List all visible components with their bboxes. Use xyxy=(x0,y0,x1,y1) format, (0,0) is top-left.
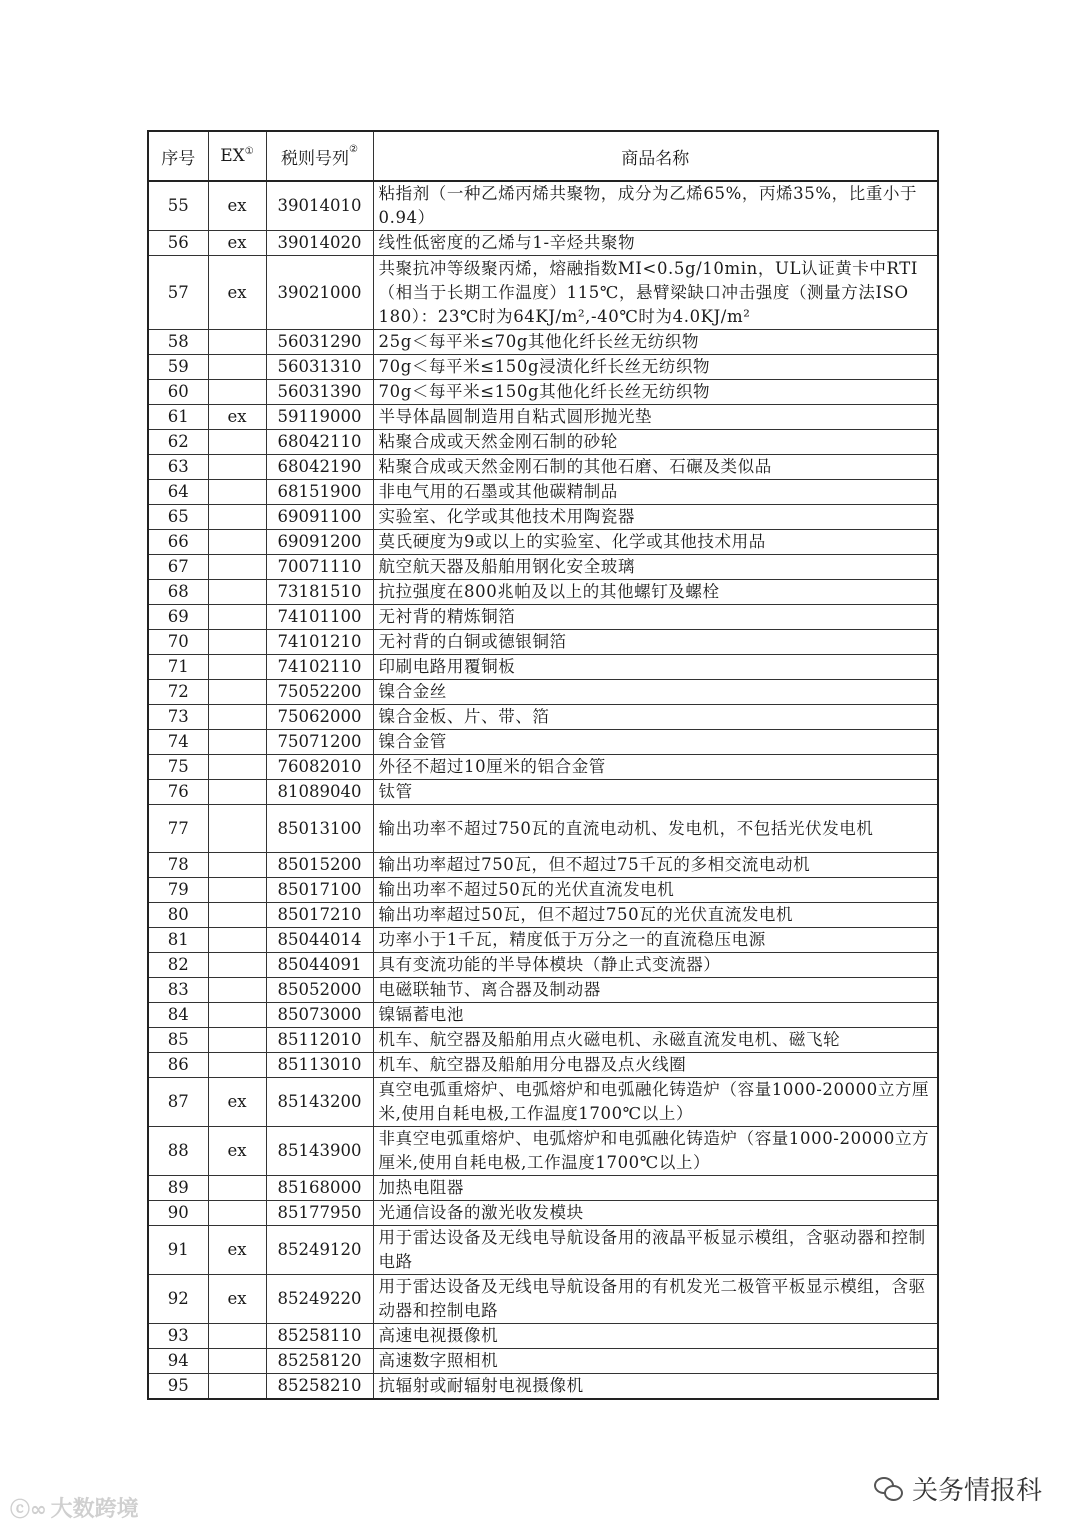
row-name: 机车、航空器及船舶用分电器及点火线圈 xyxy=(373,1053,938,1078)
row-ex xyxy=(208,655,266,680)
row-name: 高速数字照相机 xyxy=(373,1349,938,1374)
table-row xyxy=(148,1374,938,1400)
table-row xyxy=(148,1275,938,1324)
row-code: 85249220 xyxy=(266,1275,373,1324)
table-row xyxy=(148,1028,938,1053)
row-name: 粘聚合成或天然金刚石制的砂轮 xyxy=(373,430,938,455)
table-row xyxy=(148,380,938,405)
row-name: 印刷电路用覆铜板 xyxy=(373,655,938,680)
header-name: 商品名称 xyxy=(373,131,938,181)
table-row xyxy=(148,405,938,430)
table-row xyxy=(148,530,938,555)
table-row xyxy=(148,1127,938,1176)
header-ex: EX① xyxy=(208,131,266,181)
row-code: 85177950 xyxy=(266,1201,373,1226)
table-row xyxy=(148,903,938,928)
row-code: 85258110 xyxy=(266,1324,373,1349)
row-ex xyxy=(208,903,266,928)
row-seq: 62 xyxy=(148,430,208,455)
row-code: 85052000 xyxy=(266,978,373,1003)
footnote-mark-1: ① xyxy=(244,146,254,157)
row-seq: 85 xyxy=(148,1028,208,1053)
row-name: 镍合金板、片、带、箔 xyxy=(373,705,938,730)
row-seq: 69 xyxy=(148,605,208,630)
row-name: 输出功率超过50瓦，但不超过750瓦的光伏直流发电机 xyxy=(373,903,938,928)
table-row xyxy=(148,480,938,505)
table-row xyxy=(148,755,938,780)
row-seq: 58 xyxy=(148,330,208,355)
row-ex xyxy=(208,330,266,355)
row-name: 70g＜每平米≤150g其他化纤长丝无纺织物 xyxy=(373,380,938,405)
row-ex xyxy=(208,455,266,480)
row-name: 光通信设备的激光收发模块 xyxy=(373,1201,938,1226)
row-name: 用于雷达设备及无线电导航设备用的液晶平板显示模组，含驱动器和控制电路 xyxy=(373,1226,938,1275)
row-seq: 67 xyxy=(148,555,208,580)
row-ex xyxy=(208,530,266,555)
row-code: 75062000 xyxy=(266,705,373,730)
row-name: 输出功率超过750瓦，但不超过75千瓦的多相交流电动机 xyxy=(373,853,938,878)
table-row xyxy=(148,505,938,530)
table-row xyxy=(148,231,938,256)
row-ex xyxy=(208,355,266,380)
row-ex xyxy=(208,480,266,505)
row-seq: 60 xyxy=(148,380,208,405)
row-ex: ex xyxy=(208,1226,266,1275)
row-name: 加热电阻器 xyxy=(373,1176,938,1201)
row-name: 实验室、化学或其他技术用陶瓷器 xyxy=(373,505,938,530)
row-name: 外径不超过10厘米的铝合金管 xyxy=(373,755,938,780)
row-seq: 83 xyxy=(148,978,208,1003)
row-seq: 81 xyxy=(148,928,208,953)
table-row xyxy=(148,953,938,978)
row-seq: 86 xyxy=(148,1053,208,1078)
row-seq: 80 xyxy=(148,903,208,928)
table-row xyxy=(148,430,938,455)
row-name: 真空电弧重熔炉、电弧熔炉和电弧融化铸造炉（容量1000-20000立方厘米,使用自耗电极,工作温度1700℃以上） xyxy=(373,1078,938,1127)
row-code: 73181510 xyxy=(266,580,373,605)
row-ex xyxy=(208,580,266,605)
row-seq: 64 xyxy=(148,480,208,505)
table-row xyxy=(148,1349,938,1374)
table-row xyxy=(148,1176,938,1201)
row-ex xyxy=(208,1003,266,1028)
row-seq: 78 xyxy=(148,853,208,878)
table-row xyxy=(148,1226,938,1275)
row-code: 85015200 xyxy=(266,853,373,878)
row-ex xyxy=(208,380,266,405)
watermark-right: 关务情报科 xyxy=(874,1470,1042,1507)
row-name: 镍镉蓄电池 xyxy=(373,1003,938,1028)
wechat-icon xyxy=(874,1477,904,1501)
row-seq: 77 xyxy=(148,805,208,853)
row-ex xyxy=(208,878,266,903)
row-name: 25g＜每平米≤70g其他化纤长丝无纺织物 xyxy=(373,330,938,355)
row-ex: ex xyxy=(208,256,266,330)
row-seq: 66 xyxy=(148,530,208,555)
row-code: 59119000 xyxy=(266,405,373,430)
row-code: 85013100 xyxy=(266,805,373,853)
row-name: 镍合金管 xyxy=(373,730,938,755)
row-ex xyxy=(208,1053,266,1078)
row-code: 85143900 xyxy=(266,1127,373,1176)
row-ex xyxy=(208,605,266,630)
table-row xyxy=(148,780,938,805)
table-row xyxy=(148,1201,938,1226)
row-ex xyxy=(208,505,266,530)
row-ex xyxy=(208,1374,266,1400)
row-code: 56031310 xyxy=(266,355,373,380)
table-row xyxy=(148,256,938,330)
row-code: 39021000 xyxy=(266,256,373,330)
table-row xyxy=(148,655,938,680)
row-ex xyxy=(208,730,266,755)
row-ex: ex xyxy=(208,1078,266,1127)
row-ex xyxy=(208,680,266,705)
row-seq: 91 xyxy=(148,1226,208,1275)
watermark-left: ⓒ∞ 大数跨境 xyxy=(10,1497,139,1522)
row-name: 抗辐射或耐辐射电视摄像机 xyxy=(373,1374,938,1400)
table-row xyxy=(148,853,938,878)
row-seq: 56 xyxy=(148,231,208,256)
row-name: 高速电视摄像机 xyxy=(373,1324,938,1349)
row-code: 68042110 xyxy=(266,430,373,455)
table-row xyxy=(148,878,938,903)
row-ex: ex xyxy=(208,405,266,430)
table-row xyxy=(148,805,938,853)
row-code: 69091100 xyxy=(266,505,373,530)
row-code: 69091200 xyxy=(266,530,373,555)
row-seq: 61 xyxy=(148,405,208,430)
row-code: 68042190 xyxy=(266,455,373,480)
row-seq: 95 xyxy=(148,1374,208,1400)
row-name: 输出功率不超过750瓦的直流电动机、发电机，不包括光伏发电机 xyxy=(373,805,938,853)
row-name: 航空航天器及船舶用钢化安全玻璃 xyxy=(373,555,938,580)
row-name: 电磁联轴节、离合器及制动器 xyxy=(373,978,938,1003)
row-ex xyxy=(208,780,266,805)
row-name: 机车、航空器及船舶用点火磁电机、永磁直流发电机、磁飞轮 xyxy=(373,1028,938,1053)
row-seq: 76 xyxy=(148,780,208,805)
row-seq: 55 xyxy=(148,181,208,231)
table-row xyxy=(148,705,938,730)
row-code: 68151900 xyxy=(266,480,373,505)
row-seq: 82 xyxy=(148,953,208,978)
row-ex: ex xyxy=(208,181,266,231)
row-code: 75071200 xyxy=(266,730,373,755)
row-ex xyxy=(208,555,266,580)
row-seq: 92 xyxy=(148,1275,208,1324)
row-seq: 93 xyxy=(148,1324,208,1349)
row-seq: 84 xyxy=(148,1003,208,1028)
table-row xyxy=(148,580,938,605)
row-ex: ex xyxy=(208,1127,266,1176)
row-seq: 87 xyxy=(148,1078,208,1127)
row-ex xyxy=(208,978,266,1003)
table-row xyxy=(148,1324,938,1349)
row-ex: ex xyxy=(208,1275,266,1324)
row-ex xyxy=(208,953,266,978)
table-row xyxy=(148,1003,938,1028)
row-ex xyxy=(208,1349,266,1374)
row-code: 56031390 xyxy=(266,380,373,405)
header-code: 税则号列② xyxy=(266,131,373,181)
row-code: 85249120 xyxy=(266,1226,373,1275)
row-ex xyxy=(208,430,266,455)
row-name: 粘聚合成或天然金刚石制的其他石磨、石碾及类似品 xyxy=(373,455,938,480)
table-row xyxy=(148,978,938,1003)
row-name: 非真空电弧重熔炉、电弧熔炉和电弧融化铸造炉（容量1000-20000立方厘米,使用自耗电极,工作温度1700℃以上） xyxy=(373,1127,938,1176)
row-ex xyxy=(208,1028,266,1053)
row-seq: 72 xyxy=(148,680,208,705)
table-header-row xyxy=(148,131,938,181)
row-ex xyxy=(208,1201,266,1226)
table-row xyxy=(148,730,938,755)
row-name: 线性低密度的乙烯与1-辛烃共聚物 xyxy=(373,231,938,256)
row-code: 85073000 xyxy=(266,1003,373,1028)
row-code: 74101100 xyxy=(266,605,373,630)
table-row xyxy=(148,455,938,480)
row-ex xyxy=(208,1176,266,1201)
header-seq: 序号 xyxy=(148,131,208,181)
row-ex xyxy=(208,853,266,878)
row-code: 85112010 xyxy=(266,1028,373,1053)
row-name: 输出功率不超过50瓦的光伏直流发电机 xyxy=(373,878,938,903)
row-name: 镍合金丝 xyxy=(373,680,938,705)
table-row xyxy=(148,181,938,231)
row-code: 85143200 xyxy=(266,1078,373,1127)
table-row xyxy=(148,355,938,380)
row-seq: 59 xyxy=(148,355,208,380)
row-code: 39014020 xyxy=(266,231,373,256)
row-seq: 68 xyxy=(148,580,208,605)
table-row xyxy=(148,1078,938,1127)
row-seq: 70 xyxy=(148,630,208,655)
row-code: 85017210 xyxy=(266,903,373,928)
row-code: 74101210 xyxy=(266,630,373,655)
row-ex xyxy=(208,805,266,853)
row-name: 半导体晶圆制造用自粘式圆形抛光垫 xyxy=(373,405,938,430)
row-seq: 63 xyxy=(148,455,208,480)
row-name: 钛管 xyxy=(373,780,938,805)
table-row xyxy=(148,1053,938,1078)
row-seq: 71 xyxy=(148,655,208,680)
row-code: 85044091 xyxy=(266,953,373,978)
table-row xyxy=(148,680,938,705)
row-code: 75052200 xyxy=(266,680,373,705)
row-name: 抗拉强度在800兆帕及以上的其他螺钉及螺栓 xyxy=(373,580,938,605)
row-code: 56031290 xyxy=(266,330,373,355)
row-seq: 90 xyxy=(148,1201,208,1226)
table-row xyxy=(148,928,938,953)
row-seq: 88 xyxy=(148,1127,208,1176)
row-code: 85113010 xyxy=(266,1053,373,1078)
table-row xyxy=(148,330,938,355)
row-ex: ex xyxy=(208,231,266,256)
row-ex xyxy=(208,755,266,780)
row-code: 76082010 xyxy=(266,755,373,780)
row-ex xyxy=(208,1324,266,1349)
row-name: 粘指剂（一种乙烯丙烯共聚物，成分为乙烯65%，丙烯35%，比重小于0.94） xyxy=(373,181,938,231)
row-code: 85258210 xyxy=(266,1374,373,1400)
row-code: 70071110 xyxy=(266,555,373,580)
table-body xyxy=(148,181,938,1399)
row-seq: 57 xyxy=(148,256,208,330)
row-seq: 75 xyxy=(148,755,208,780)
row-seq: 89 xyxy=(148,1176,208,1201)
row-name: 70g＜每平米≤150g浸渍化纤长丝无纺织物 xyxy=(373,355,938,380)
row-code: 85258120 xyxy=(266,1349,373,1374)
row-ex xyxy=(208,705,266,730)
row-name: 共聚抗冲等级聚丙烯，熔融指数MI<0.5g/10min，UL认证黄卡中RTI（相当于长期工作温度）115℃，悬臂梁缺口冲击强度（测量方法ISO 180）：23℃时为64KJ/m²,-40℃时为4.0KJ/m² xyxy=(373,256,938,330)
row-name: 无衬背的精炼铜箔 xyxy=(373,605,938,630)
row-seq: 74 xyxy=(148,730,208,755)
row-seq: 79 xyxy=(148,878,208,903)
row-ex xyxy=(208,630,266,655)
row-code: 39014010 xyxy=(266,181,373,231)
row-name: 无衬背的白铜或德银铜箔 xyxy=(373,630,938,655)
row-code: 74102110 xyxy=(266,655,373,680)
row-seq: 73 xyxy=(148,705,208,730)
footnote-mark-2: ② xyxy=(349,143,358,155)
row-seq: 65 xyxy=(148,505,208,530)
row-code: 81089040 xyxy=(266,780,373,805)
row-name: 用于雷达设备及无线电导航设备用的有机发光二极管平板显示模组，含驱动器和控制电路 xyxy=(373,1275,938,1324)
row-name: 非电气用的石墨或其他碳精制品 xyxy=(373,480,938,505)
tariff-table xyxy=(147,130,939,1400)
row-seq: 94 xyxy=(148,1349,208,1374)
table-row xyxy=(148,630,938,655)
row-name: 莫氏硬度为9或以上的实验室、化学或其他技术用品 xyxy=(373,530,938,555)
brand-logo-icon: ⓒ∞ xyxy=(10,1497,47,1521)
row-code: 85017100 xyxy=(266,878,373,903)
table-row xyxy=(148,555,938,580)
row-code: 85168000 xyxy=(266,1176,373,1201)
row-name: 功率小于1千瓦，精度低于万分之一的直流稳压电源 xyxy=(373,928,938,953)
row-code: 85044014 xyxy=(266,928,373,953)
table-row xyxy=(148,605,938,630)
row-name: 具有变流功能的半导体模块（静止式变流器） xyxy=(373,953,938,978)
row-ex xyxy=(208,928,266,953)
